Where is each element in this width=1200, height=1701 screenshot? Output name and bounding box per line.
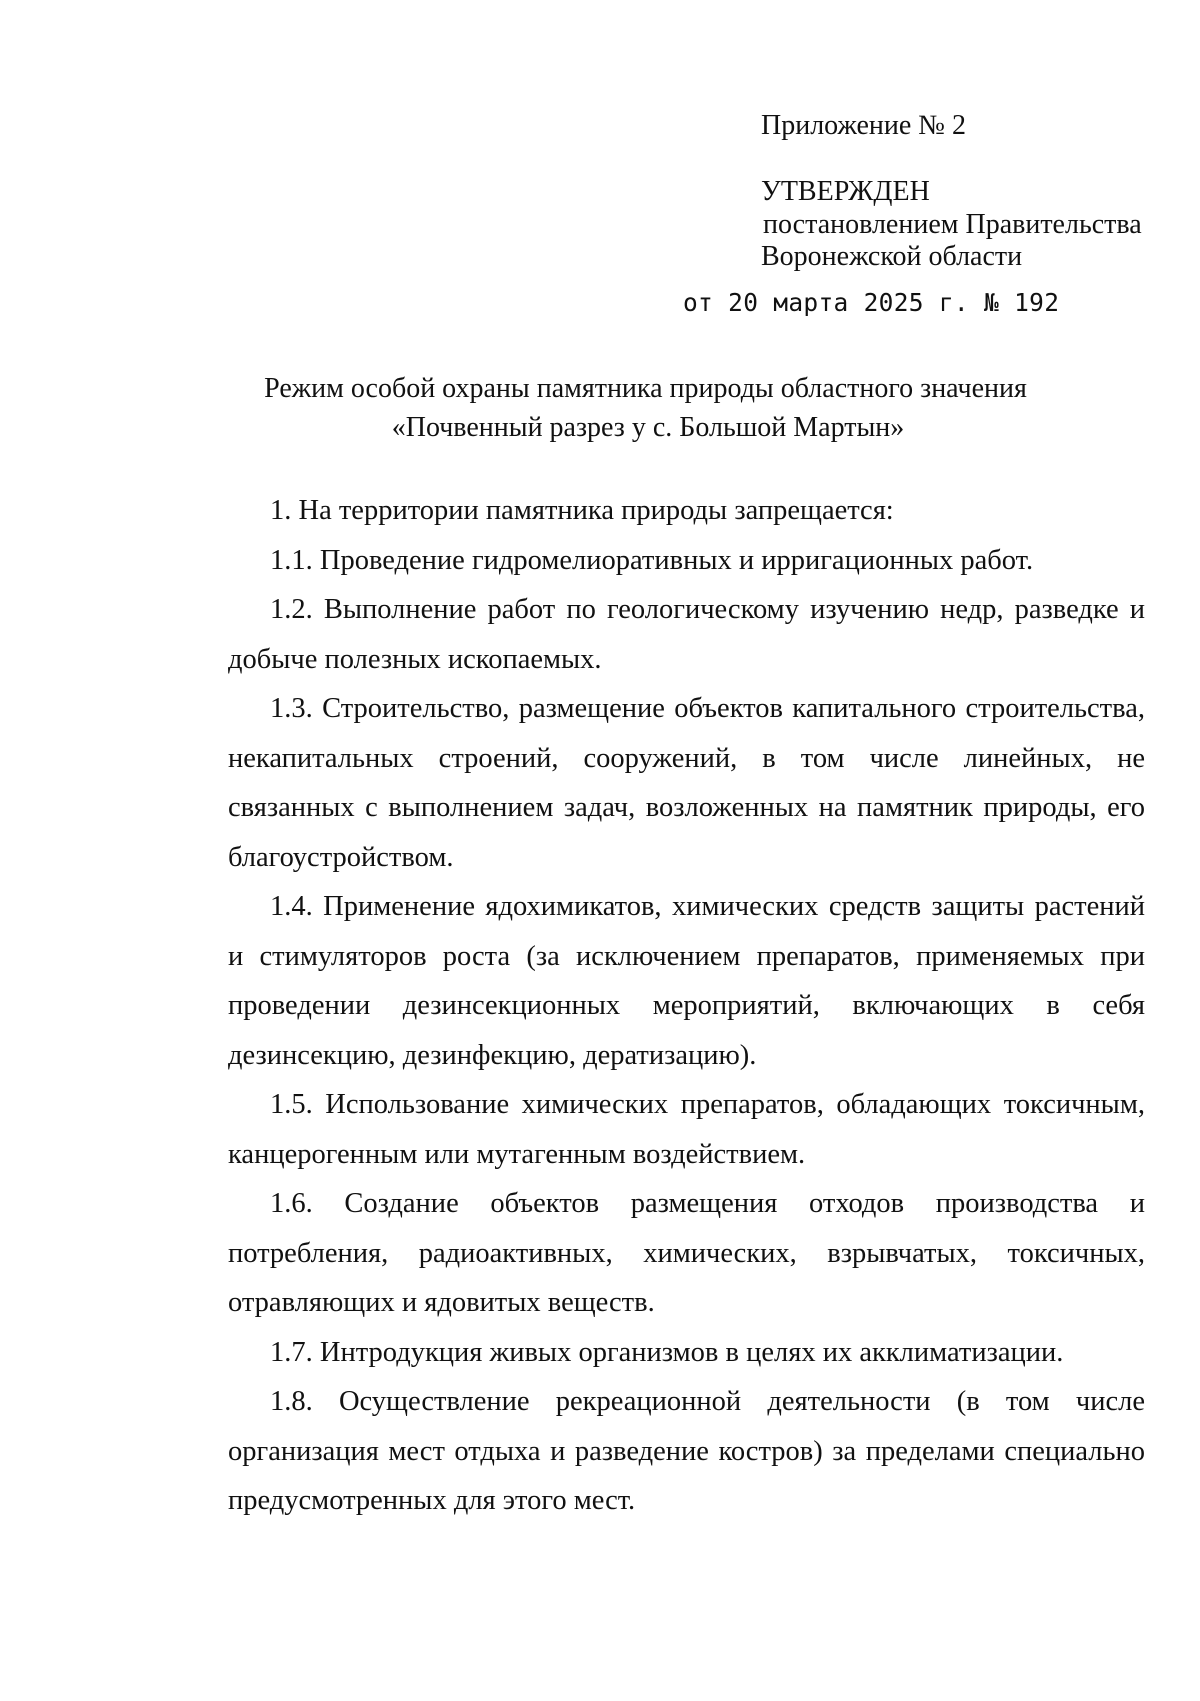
paragraph-1-7: 1.7. Интродукция живых организмов в целях их акклиматизации.: [270, 1336, 1064, 1368]
paragraph-1-1: 1.1. Проведение гидромелиоративных и ирригационных работ.: [270, 544, 1034, 576]
decree-line-2: Воронежской области: [761, 241, 1023, 272]
paragraph-1-5: 1.5. Использование химических препаратов, обладающих токсичным, канцерогенным или мутагенным воздействием.: [228, 1089, 1145, 1170]
paragraph-1-6: 1.6. Создание объектов размещения отходов производства и потребления, радиоактивных, химических, взрывчатых, токсичных, отравляющих и ядовитых веществ.: [228, 1188, 1145, 1318]
decree-date-number: от 20 марта 2025 г. № 192: [683, 288, 1060, 317]
paragraph-1-3: 1.3. Строительство, размещение объектов капитального строительства, некапитальных строений, сооружений, в том числе линейных, не связанных с выполнением задач, возложенных на памятник природы, его благоустройством.: [228, 693, 1145, 873]
paragraph-1-2: 1.2. Выполнение работ по геологическому изучению недр, разведке и добыче полезных ископаемых.: [228, 594, 1145, 675]
approved-label: УТВЕРЖДЕН: [761, 176, 930, 207]
decree-line-1: постановлением Правительства: [763, 209, 1142, 240]
appendix-label: Приложение № 2: [761, 110, 966, 141]
paragraph-1-8: 1.8. Осуществление рекреационной деятельности (в том числе организация мест отдыха и разведение костров) за пределами специально предусмотренных для этого мест.: [228, 1386, 1145, 1516]
paragraph-1-4: 1.4. Применение ядохимикатов, химических средств защиты растений и стимуляторов роста (за исключением препаратов, применяемых при проведении дезинсекционных мероприятий, включающих в себя дезинсекцию, дезинфекцию, дератизацию).: [228, 891, 1145, 1071]
document-title-line-2: «Почвенный разрез у с. Большой Мартын»: [391, 412, 905, 443]
document-body: [228, 486, 1145, 1526]
paragraph-1: 1. На территории памятника природы запрещается:: [270, 495, 894, 526]
document-title-line-1: Режим особой охраны памятника природы областного значения: [264, 373, 1027, 404]
